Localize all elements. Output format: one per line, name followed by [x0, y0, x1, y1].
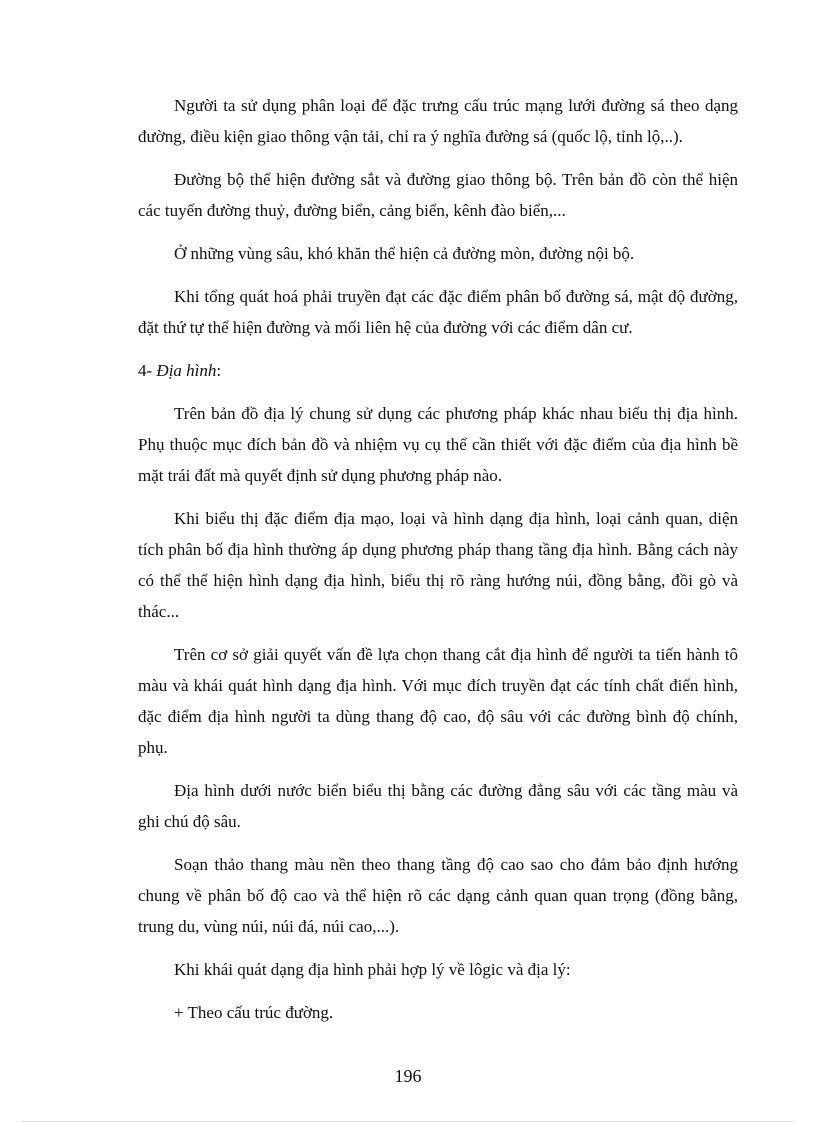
- paragraph-generalization-roads: Khi tổng quát hoá phải truyền đạt các đặc điểm phân bố đường sá, mật độ đường, đặt thứ tự thể hiện đường và mối liên hệ của đường với các điểm dân cư.: [138, 287, 738, 337]
- paragraph-terrain-methods: Trên bản đồ địa lý chung sử dụng các phương pháp khác nhau biểu thị địa hình. Phụ thuộc mục đích bản đồ và nhiệm vụ cụ thể cần thiết với đặc điểm của địa hình bề mặt trái đất mà quyết định sử dụng phương pháp nào.: [138, 404, 738, 485]
- page-bottom-divider: [22, 1121, 794, 1122]
- paragraph-road-classification: Người ta sử dụng phân loại để đặc trưng cấu trúc mạng lưới đường sá theo dạng đường, điều kiện giao thông vận tải, chỉ ra ý nghĩa đường sá (quốc lộ, tỉnh lộ,..).: [138, 96, 738, 146]
- paragraph-generalization-logic: Khi khái quát dạng địa hình phải hợp lý về lôgic và địa lý:: [174, 960, 571, 979]
- section-title: Địa hình: [156, 361, 217, 380]
- paragraph-terrain-layers: Khi biểu thị đặc điểm địa mạo, loại và hình dạng địa hình, loại cảnh quan, diện tích phân bố địa hình thường áp dụng phương pháp thang tầng địa hình. Bằng cách này có thể thể hiện hình dạng địa hình, biểu thị rõ ràng hướng núi, đồng bằng, đồi gò và thác...: [138, 509, 738, 621]
- paragraph-remote-areas: Ở những vùng sâu, khó khăn thể hiện cả đường mòn, đường nội bộ.: [174, 244, 635, 263]
- section-suffix: :: [216, 361, 222, 380]
- section-number: 4-: [138, 361, 157, 380]
- paragraph-road-types: Đường bộ thể hiện đường sắt và đường giao thông bộ. Trên bản đồ còn thể hiện các tuyến đường thuỷ, đường biển, cảng biển, kênh đào biển,...: [138, 170, 738, 220]
- paragraph-color-scale: Soạn thảo thang màu nền theo thang tầng độ cao sao cho đảm bảo định hướng chung về phân bố độ cao và thể hiện rõ các dạng cảnh quan quan trọng (đồng bằng, trung du, vùng núi, núi đá, núi cao,...).: [138, 855, 738, 936]
- paragraph-underwater-terrain: Địa hình dưới nước biển biểu thị bằng các đường đẳng sâu với các tầng màu và ghi chú độ sâu.: [138, 781, 738, 831]
- page-body: [138, 90, 738, 1040]
- page-number: 196: [394, 1066, 422, 1086]
- section-heading: [138, 355, 738, 386]
- paragraph-structure-item: + Theo cấu trúc đường.: [174, 1003, 334, 1022]
- paragraph-terrain-scale: Trên cơ sở giải quyết vấn đề lựa chọn thang cắt địa hình để người ta tiến hành tô màu và khái quát hình dạng địa hình. Với mục đích truyền đạt các tính chất điển hình, đặc điểm địa hình người ta dùng thang độ cao, độ sâu với các đường bình độ chính, phụ.: [138, 645, 738, 757]
